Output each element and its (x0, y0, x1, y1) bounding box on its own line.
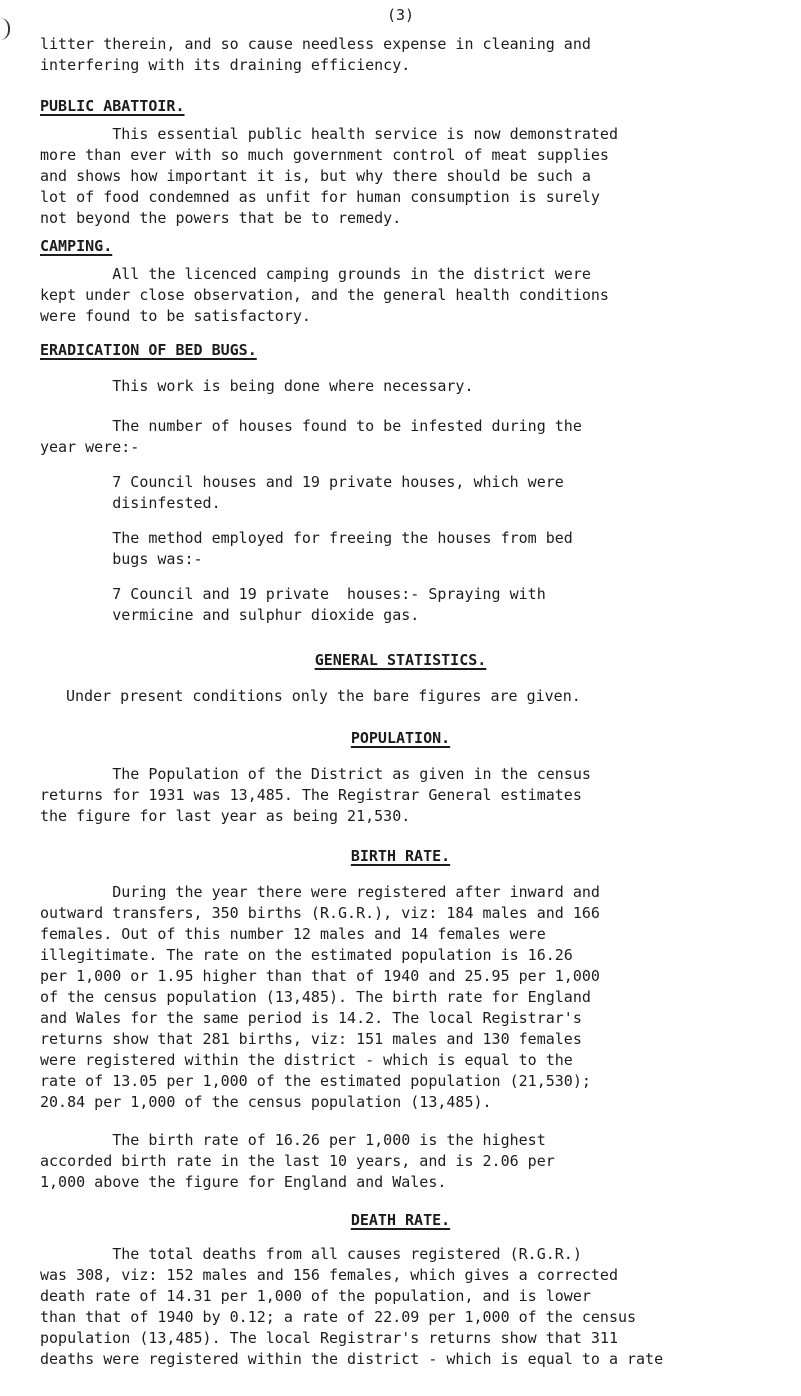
bed-bugs-paragraph-1: This work is being done where necessary. (40, 377, 474, 395)
bed-bugs-paragraph-5: 7 Council and 19 private houses:- Spraying with vermicine and sulphur dioxide gas. (112, 585, 546, 624)
birth-rate-paragraph-2: The birth rate of 16.26 per 1,000 is the highest accorded birth rate in the last 10 years, and is 2.06 per 1,000 above the figure for England and Wales. (40, 1131, 555, 1191)
heading-death-rate: DEATH RATE. (350, 1211, 451, 1229)
abattoir-paragraph: This essential public health service is now demonstrated more than ever with so much government control of meat supplies and shows how important it is, but why there should be such a lot of food condemned as unfit for human consumption is surely not beyond the powers that be to remedy. (40, 125, 618, 227)
birth-rate-paragraph-1: During the year there were registered after inward and outward transfers, 350 births (R.G.R.), viz: 184 males and 166 females. Out of this number 12 males and 14 females were illegitimate. The rate on the estimated population is 16.26 per 1,000 or 1.95 higher than that of 1940 and 25.95 per 1,000 of the census population (13,485). The birth rate for England and Wales for the same period is 14.2. The local Registrar's returns show that 281 births, viz: 151 males and 130 females were registered within the district - which is equal to the rate of 13.05 per 1,000 of the estimated population (21,530); 20.84 per 1,000 of the census population (13,485). (40, 883, 600, 1111)
heading-camping: CAMPING. (40, 237, 113, 255)
page-number: (3) (386, 6, 415, 24)
general-statistics-paragraph: Under present conditions only the bare figures are given. (66, 687, 581, 705)
death-rate-paragraph: The total deaths from all causes registered (R.G.R.) was 308, viz: 152 males and 156 females, which gives a corrected death rate of 14.31 per 1,000 of the population, and is lower than that of 1940 by 0.12; a rate of 22.09 per 1,000 of the census population (13,485). The local Registrar's returns show that 311 deaths were registered within the district - which is equal to a rate (40, 1245, 664, 1368)
population-paragraph: The Population of the District as given in the census returns for 1931 was 13,485. The Registrar General estimates the figure for last year as being 21,530. (40, 765, 591, 825)
heading-bed-bugs: ERADICATION OF BED BUGS. (40, 341, 257, 359)
bed-bugs-paragraph-3: 7 Council houses and 19 private houses, which were disinfested. (112, 473, 564, 512)
heading-population: POPULATION. (350, 729, 451, 747)
bed-bugs-paragraph-2: The number of houses found to be infested during the year were:- (40, 417, 582, 456)
camping-paragraph: All the licenced camping grounds in the district were kept under close observation, and the general health conditions were found to be satisfactory. (40, 265, 609, 325)
intro-paragraph: litter therein, and so cause needless expense in cleaning and interfering with its draining efficiency. (40, 35, 591, 74)
heading-general-statistics: GENERAL STATISTICS. (314, 651, 487, 669)
bed-bugs-paragraph-4: The method employed for freeing the houses from bed bugs was:- (112, 529, 573, 568)
heading-public-abattoir: PUBLIC ABATTOIR. (40, 97, 185, 115)
heading-birth-rate: BIRTH RATE. (350, 847, 451, 865)
